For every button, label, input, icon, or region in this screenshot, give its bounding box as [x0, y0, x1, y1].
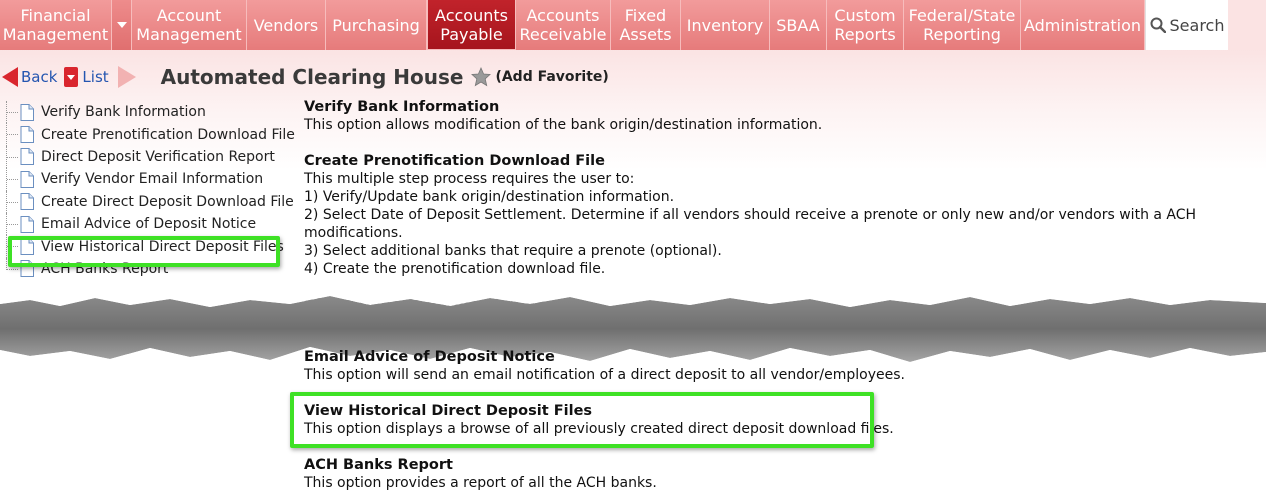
section-description: This option provides a report of all the ACH banks.	[304, 475, 657, 491]
document-icon	[19, 104, 35, 121]
document-icon	[19, 193, 35, 210]
back-arrow-icon[interactable]	[0, 65, 20, 89]
page-title: Automated Clearing House	[160, 65, 464, 89]
back-link[interactable]: Back	[21, 68, 58, 86]
sidebar-item-label: Verify Bank Information	[41, 104, 206, 121]
section-title: Create Prenotification Download File	[304, 153, 605, 169]
nav-financial-management[interactable]: Financial Management	[0, 0, 112, 50]
section-step: 4) Create the prenotification download file.	[304, 261, 606, 277]
nav-spacer	[1228, 0, 1266, 50]
section-create-prenotification	[304, 152, 1264, 278]
main-content	[304, 98, 1264, 314]
nav-vendors[interactable]: Vendors	[247, 0, 326, 50]
sidebar-item-email-advice[interactable]	[5, 213, 295, 235]
tree-connector	[6, 146, 18, 168]
section-title: ACH Banks Report	[304, 457, 453, 473]
sidebar-item-label: View Historical Direct Deposit Files	[41, 238, 284, 255]
tree-connector	[6, 191, 18, 213]
nav-inventory[interactable]: Inventory	[681, 0, 770, 50]
sidebar-item-label: Create Prenotification Download File	[41, 126, 295, 143]
sidebar-item-label: Email Advice of Deposit Notice	[41, 216, 257, 233]
sidebar-item-label: Direct Deposit Verification Report	[41, 148, 275, 165]
section-ach-banks-report	[304, 456, 657, 492]
nav-accounts-receivable[interactable]: Accounts Receivable	[516, 0, 611, 50]
document-icon	[19, 148, 35, 165]
tree-connector	[6, 168, 18, 190]
section-step: 3) Select additional banks that require a prenote (optional).	[304, 243, 722, 259]
nav-account-management[interactable]: Account Management	[132, 0, 247, 50]
chevron-down-icon	[117, 22, 127, 28]
tree-connector	[6, 235, 18, 257]
nav-purchasing[interactable]: Purchasing	[326, 0, 427, 50]
toolbar	[0, 60, 700, 94]
nav-sbaa[interactable]: SBAA	[770, 0, 827, 50]
nav-accounts-payable[interactable]: Accounts Payable	[427, 0, 516, 50]
nav-federal-state-reporting[interactable]: Federal/State Reporting	[904, 0, 1021, 50]
sidebar-item-label: Create Direct Deposit Download File	[41, 193, 294, 210]
sidebar-item-ach-banks-report[interactable]	[5, 258, 295, 280]
forward-arrow-icon[interactable]	[115, 64, 139, 90]
list-link[interactable]: List	[82, 68, 109, 86]
nav-administration[interactable]: Administration	[1021, 0, 1145, 50]
list-dropdown-icon[interactable]	[63, 65, 79, 89]
section-description: This option allows modification of the bank origin/destination information.	[304, 117, 823, 133]
section-title: View Historical Direct Deposit Files	[304, 403, 593, 419]
section-description: This option will send an email notification of a direct deposit to all vendor/employees.	[304, 367, 905, 383]
nav-dropdown-toggle[interactable]	[112, 0, 132, 50]
document-icon	[19, 171, 35, 188]
section-title: Email Advice of Deposit Notice	[304, 349, 555, 365]
tree-connector	[6, 258, 18, 270]
section-step: 1) Verify/Update bank origin/destination information.	[304, 189, 675, 205]
tree-connector	[6, 213, 18, 235]
nav-fixed-assets[interactable]: Fixed Assets	[611, 0, 681, 50]
sidebar-tree	[5, 101, 295, 280]
document-icon	[19, 260, 35, 277]
sidebar-item-verify-bank-information[interactable]	[5, 101, 295, 123]
search-label: Search	[1169, 15, 1225, 35]
document-icon	[19, 126, 35, 143]
document-icon	[19, 238, 35, 255]
section-view-historical	[304, 402, 894, 438]
document-icon	[19, 216, 35, 233]
top-navigation	[0, 0, 1266, 50]
star-icon[interactable]	[471, 67, 491, 87]
section-step: 2) Select Date of Deposit Settlement. Determine if all vendors should receive a prenote or only new and/or vendors with a ACH modifications.	[304, 207, 1197, 241]
section-title: Verify Bank Information	[304, 99, 500, 115]
section-description: This option displays a browse of all previously created direct deposit download files.	[304, 421, 894, 437]
section-description: This multiple step process requires the user to:	[304, 171, 635, 187]
search-button[interactable]	[1145, 0, 1228, 50]
sidebar-item-direct-deposit-verification[interactable]	[5, 146, 295, 168]
section-verify-bank-information	[304, 98, 1264, 134]
section-email-advice	[304, 348, 905, 384]
add-favorite-link[interactable]: (Add Favorite)	[495, 69, 609, 85]
search-icon	[1150, 17, 1166, 33]
sidebar-item-label: ACH Banks Report	[41, 260, 169, 277]
nav-custom-reports[interactable]: Custom Reports	[827, 0, 904, 50]
sidebar-item-label: Verify Vendor Email Information	[41, 171, 264, 188]
sidebar-item-verify-vendor-email[interactable]	[5, 168, 295, 190]
sidebar-item-create-prenotification[interactable]	[5, 123, 295, 145]
sidebar-item-create-direct-deposit[interactable]	[5, 191, 295, 213]
tree-connector	[6, 101, 18, 123]
tree-connector	[6, 123, 18, 145]
sidebar-item-view-historical[interactable]	[5, 235, 295, 257]
